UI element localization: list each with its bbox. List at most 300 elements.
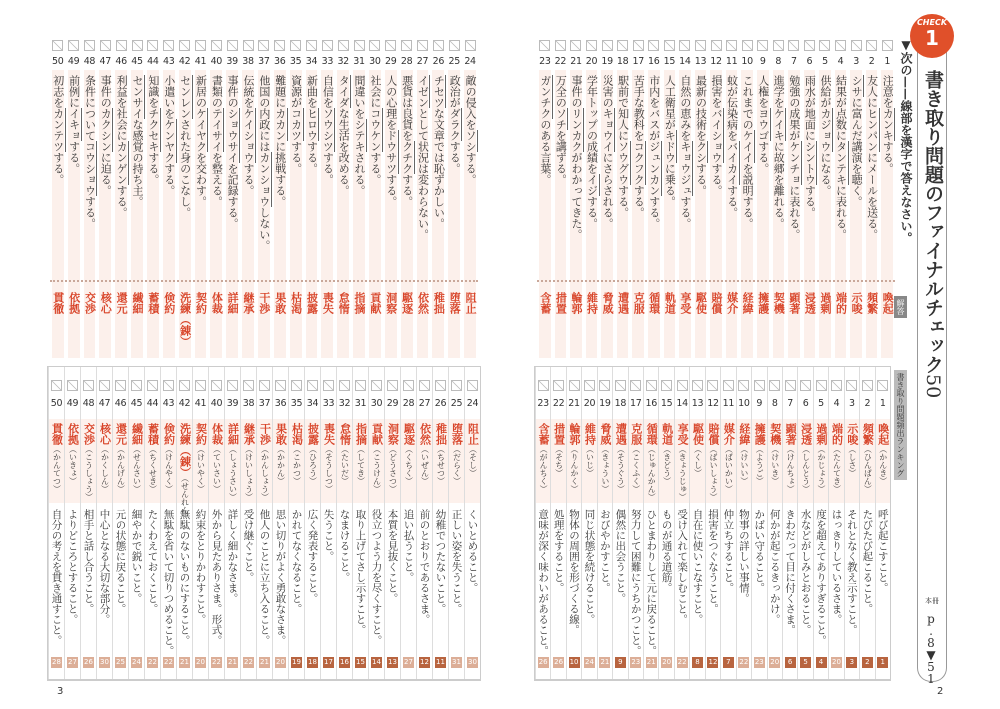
- answer-with-reading: [371, 423, 383, 493]
- answer-text: 披露: [305, 292, 319, 314]
- ranking-checkbox[interactable]: [339, 380, 350, 391]
- answer-reading: （そし）: [468, 445, 478, 477]
- table-row: [797, 367, 812, 679]
- question-pre: 万全の: [554, 75, 568, 108]
- question-text: [617, 75, 629, 218]
- question-text: [274, 75, 286, 207]
- table-row: [240, 367, 256, 679]
- ranking-checkbox[interactable]: [816, 380, 827, 391]
- question-text: [464, 75, 476, 185]
- ranking-checkbox[interactable]: [707, 380, 718, 391]
- answer-kanji: 賠償: [706, 423, 720, 445]
- ranking-checkbox[interactable]: [419, 380, 430, 391]
- question-checkbox[interactable]: [648, 40, 659, 51]
- meaning-text: 本質を見抜くこと。: [386, 509, 399, 604]
- question-column: [97, 30, 113, 358]
- question-pre: 知識を: [146, 75, 160, 108]
- question-number: 31: [353, 56, 365, 67]
- item-number: 2: [864, 398, 871, 409]
- table-row: [320, 367, 336, 679]
- ranking-checkbox[interactable]: [738, 380, 749, 391]
- question-post: する。: [242, 163, 256, 196]
- question-checkbox[interactable]: [338, 40, 349, 51]
- question-text: [52, 75, 64, 185]
- ranking-checkbox[interactable]: [877, 380, 888, 391]
- question-checkbox[interactable]: [290, 40, 301, 51]
- question-post: する。: [162, 163, 176, 196]
- answer-text: 依拠: [67, 292, 81, 314]
- item-number: 42: [178, 398, 191, 409]
- answer-text: 喪失: [321, 292, 335, 314]
- question-checkbox[interactable]: [163, 40, 174, 51]
- question-checkbox[interactable]: [195, 40, 206, 51]
- question-post: する。: [305, 141, 319, 174]
- question-pre: 社会に: [368, 75, 382, 108]
- table-row: [535, 367, 550, 679]
- question-checkbox[interactable]: [385, 40, 396, 51]
- ranking-checkbox[interactable]: [403, 380, 414, 391]
- rank-badge: 23: [754, 658, 764, 666]
- question-checkbox[interactable]: [804, 40, 815, 51]
- question-number: 2: [868, 56, 875, 67]
- table-row: [736, 367, 751, 679]
- question-checkbox[interactable]: [726, 40, 737, 51]
- meaning-text: 呼び起こすこと。: [876, 509, 889, 593]
- question-number: 26: [432, 56, 445, 67]
- answer-with-reading: [692, 423, 704, 477]
- table-row: [720, 367, 735, 679]
- ranking-checkbox[interactable]: [51, 380, 62, 391]
- question-text: [131, 75, 143, 207]
- question-checkbox[interactable]: [679, 40, 690, 51]
- answer-kanji: 端的: [830, 423, 844, 445]
- ranking-checkbox[interactable]: [147, 380, 158, 391]
- question-checkbox[interactable]: [132, 40, 143, 51]
- question-checkbox[interactable]: [211, 40, 222, 51]
- question-pre: 友人に: [865, 75, 879, 108]
- question-checkbox[interactable]: [539, 40, 550, 51]
- item-number: 45: [130, 398, 143, 409]
- question-number: 4: [837, 56, 844, 67]
- ranking-checkbox[interactable]: [569, 380, 580, 391]
- question-target: コウケン: [368, 108, 382, 152]
- question-checkbox[interactable]: [100, 40, 111, 51]
- question-number: 16: [648, 56, 660, 67]
- question-checkbox[interactable]: [84, 40, 95, 51]
- answer-kanji: 枯渇: [290, 423, 304, 445]
- question-post: のある言葉。: [538, 119, 552, 185]
- question-column: [848, 30, 864, 358]
- question-checkbox[interactable]: [617, 40, 628, 51]
- ranking-checkbox[interactable]: [754, 380, 765, 391]
- answer-text: 軌道: [663, 292, 677, 314]
- ranking-checkbox[interactable]: [646, 380, 657, 391]
- question-checkbox[interactable]: [866, 40, 877, 51]
- answer-text: 堕落: [448, 292, 462, 314]
- answer-kanji: 体裁: [210, 423, 224, 445]
- question-checkbox[interactable]: [711, 40, 722, 51]
- question-checkbox[interactable]: [227, 40, 238, 51]
- rank-badge: 4: [816, 657, 827, 668]
- answer-text: 倹約: [162, 292, 176, 314]
- question-text: [290, 75, 302, 174]
- question-checkbox[interactable]: [695, 40, 706, 51]
- question-target: ヒロウ: [305, 108, 319, 141]
- question-checkbox[interactable]: [274, 40, 285, 51]
- ranking-checkbox[interactable]: [615, 380, 626, 391]
- answer-text: 還元: [115, 292, 129, 314]
- answer-reading: （ちせつ）: [436, 445, 446, 485]
- answer-reading: （かんしょう）: [260, 445, 270, 501]
- item-number: 35: [290, 398, 303, 409]
- ranking-checkbox[interactable]: [785, 380, 796, 391]
- meaning-text: 仲立ちすること。: [722, 509, 735, 593]
- question-target: ドウサツ: [384, 130, 398, 174]
- answer-with-reading: [419, 423, 431, 485]
- question-target: カンキ: [881, 108, 895, 141]
- ranking-checkbox[interactable]: [677, 380, 688, 391]
- ranking-checkbox[interactable]: [846, 380, 857, 391]
- ranking-checkbox[interactable]: [227, 380, 238, 391]
- ranking-checkbox[interactable]: [769, 380, 780, 391]
- table-row: [288, 367, 304, 679]
- item-number: 21: [568, 398, 580, 409]
- ranking-checkbox[interactable]: [371, 380, 382, 391]
- answer-text: 継承: [242, 292, 256, 314]
- question-target: チセツ: [432, 75, 446, 108]
- question-checkbox[interactable]: [773, 40, 784, 51]
- question-checkbox[interactable]: [882, 40, 893, 51]
- item-number: 12: [707, 398, 719, 409]
- answer-kanji: 堕落: [450, 423, 464, 445]
- question-pre: 新居の: [194, 75, 208, 108]
- question-checkbox[interactable]: [465, 40, 476, 51]
- question-checkbox[interactable]: [354, 40, 365, 51]
- question-post: を交わす。: [194, 152, 208, 207]
- question-post: に迫る。: [99, 152, 113, 196]
- question-checkbox[interactable]: [757, 40, 768, 51]
- ranking-checkbox[interactable]: [661, 380, 672, 391]
- question-column: [462, 30, 478, 358]
- answer-reading: （かんてつ）: [52, 445, 62, 493]
- question-checkbox[interactable]: [633, 40, 644, 51]
- title-count: 50: [922, 374, 944, 399]
- answer-reading: （たんてき）: [832, 445, 842, 493]
- answer-reading: （こうけん）: [372, 445, 382, 493]
- question-checkbox[interactable]: [449, 40, 460, 51]
- ranking-checkbox[interactable]: [243, 380, 254, 391]
- item-number: 17: [630, 398, 642, 409]
- rank-badge: 21: [646, 658, 656, 666]
- rank-badge: 31: [452, 658, 461, 666]
- question-column: [304, 30, 320, 358]
- answer-reading: （くし）: [693, 445, 703, 477]
- question-text: [819, 75, 831, 196]
- ranking-checkbox[interactable]: [99, 380, 110, 391]
- rank-badge: 21: [180, 658, 189, 666]
- question-post: な感覚の持ち主。: [131, 119, 145, 207]
- answer-text: 繊細: [131, 292, 145, 314]
- question-checkbox[interactable]: [602, 40, 613, 51]
- question-column: [399, 30, 415, 358]
- item-number: 14: [676, 398, 688, 409]
- question-pre: 資源が: [289, 75, 303, 108]
- answer-text: 賠償: [710, 292, 724, 314]
- answer-text: 享受: [678, 292, 692, 314]
- question-number: 35: [289, 56, 302, 67]
- page-number: 2: [937, 686, 944, 697]
- rank-badge: 3: [846, 657, 857, 668]
- question-number: 42: [178, 56, 191, 67]
- question-text: [694, 75, 706, 196]
- rank-badge: 20: [832, 658, 841, 666]
- ranking-checkbox[interactable]: [692, 380, 703, 391]
- answer-reading: （ようご）: [755, 445, 765, 485]
- rank-badge: 21: [260, 658, 269, 666]
- answer-kanji: 蓄積: [146, 423, 160, 445]
- answer-reading: （きどう）: [662, 445, 672, 485]
- rank-badge: 2: [862, 657, 873, 668]
- answer-with-reading: [83, 423, 95, 501]
- rank-badge: 7: [723, 657, 734, 668]
- question-checkbox[interactable]: [116, 40, 127, 51]
- question-text: [194, 75, 206, 207]
- ranking-checkbox[interactable]: [723, 380, 734, 391]
- rank-badge: 20: [770, 658, 780, 666]
- question-pre: 前例に: [67, 75, 81, 108]
- question-pre: 書類の: [210, 75, 224, 108]
- answer-reading: （そうしつ）: [324, 445, 334, 493]
- question-checkbox[interactable]: [306, 40, 317, 51]
- ranking-checkbox[interactable]: [195, 380, 206, 391]
- question-checkbox[interactable]: [243, 40, 254, 51]
- question-checkbox[interactable]: [570, 40, 581, 51]
- question-number: 20: [585, 56, 598, 67]
- table-row: [612, 367, 627, 679]
- question-number: 11: [725, 56, 738, 67]
- question-column: [430, 30, 446, 358]
- ranking-checkbox[interactable]: [387, 380, 398, 391]
- ranking-checkbox[interactable]: [435, 380, 446, 391]
- question-checkbox[interactable]: [369, 40, 380, 51]
- question-checkbox[interactable]: [851, 40, 862, 51]
- question-number: 5: [822, 56, 828, 67]
- ranking-checkbox[interactable]: [323, 380, 334, 391]
- ranking-checkbox[interactable]: [553, 380, 564, 391]
- question-number: 23: [539, 56, 551, 67]
- question-number: 39: [226, 56, 238, 67]
- ranking-checkbox[interactable]: [584, 380, 595, 391]
- question-text: [416, 75, 428, 240]
- ranking-checkbox[interactable]: [163, 380, 174, 391]
- question-column: [786, 30, 802, 358]
- meaning-text: くいとめること。: [466, 509, 479, 593]
- rank-badge: 22: [244, 658, 253, 666]
- question-text: [448, 75, 460, 174]
- meaning-text: 損害をつぐなうこと。: [706, 509, 719, 614]
- answer-with-reading: [179, 423, 191, 522]
- answer-text: 契機: [772, 292, 786, 314]
- item-number: 33: [322, 398, 335, 409]
- question-pre: 蚊が伝染病を: [725, 75, 739, 141]
- table-row: [112, 367, 128, 679]
- answer-with-reading: [467, 423, 479, 477]
- answer-kanji: 倹約: [162, 423, 176, 445]
- ranking-checkbox[interactable]: [599, 380, 610, 391]
- answer-with-reading: [387, 423, 399, 493]
- table-row: [859, 367, 874, 679]
- question-checkbox[interactable]: [417, 40, 428, 51]
- question-post: に乗る。: [663, 163, 677, 207]
- question-pre: 悪貨は良貨を: [400, 75, 414, 141]
- ranking-checkbox[interactable]: [307, 380, 318, 391]
- question-checkbox[interactable]: [52, 40, 63, 51]
- question-column: [208, 30, 224, 358]
- question-target: バイカイ: [725, 141, 739, 185]
- table-row: [192, 367, 208, 679]
- question-post: を整える。: [210, 152, 224, 207]
- rank-badge: 21: [600, 658, 610, 666]
- meaning-text: 処理をすること。: [552, 509, 565, 593]
- question-number: 36: [274, 56, 286, 67]
- answer-with-reading: [738, 423, 750, 485]
- question-number: 18: [616, 56, 629, 67]
- question-text: [803, 75, 815, 218]
- question-column: [145, 30, 161, 358]
- question-text: [663, 75, 675, 207]
- meaning-text: かれてなくなること。: [290, 509, 303, 614]
- ranking-checkbox[interactable]: [115, 380, 126, 391]
- question-checkbox[interactable]: [555, 40, 566, 51]
- ranking-checkbox[interactable]: [211, 380, 222, 391]
- question-target: ソチ: [554, 108, 568, 130]
- question-text: [321, 75, 333, 185]
- question-number: 22: [554, 56, 567, 67]
- question-checkbox[interactable]: [788, 40, 799, 51]
- answer-kanji: 阻止: [466, 423, 480, 445]
- question-checkbox[interactable]: [322, 40, 333, 51]
- answer-kanji: 循環: [645, 423, 659, 445]
- question-pre: 雨水が地面に: [803, 75, 817, 141]
- answer-with-reading: [537, 423, 549, 493]
- question-checkbox[interactable]: [401, 40, 412, 51]
- question-pre: 伝統を: [242, 75, 256, 108]
- question-target: テイサイ: [210, 108, 224, 152]
- question-checkbox[interactable]: [179, 40, 190, 51]
- rank-badge: 13: [388, 658, 397, 666]
- answer-kanji: 駆使: [691, 423, 705, 445]
- question-column: [446, 30, 462, 358]
- answer-with-reading: [630, 423, 642, 493]
- answer-reading: （そち）: [554, 445, 564, 477]
- ranking-checkbox[interactable]: [831, 380, 842, 391]
- table-row: [658, 367, 673, 679]
- ranking-checkbox[interactable]: [630, 380, 641, 391]
- question-checkbox[interactable]: [433, 40, 444, 51]
- question-number: 30: [369, 56, 381, 67]
- question-checkbox[interactable]: [68, 40, 79, 51]
- answer-with-reading: [707, 423, 719, 501]
- rank-badge: 26: [84, 658, 93, 666]
- question-checkbox[interactable]: [835, 40, 846, 51]
- ranking-checkbox[interactable]: [538, 380, 549, 391]
- answer-with-reading: [115, 423, 127, 493]
- table-row: [384, 367, 400, 679]
- question-target: タンテキ: [834, 141, 848, 185]
- item-number: 36: [274, 398, 287, 409]
- answer-reading: （ていさい）: [212, 445, 222, 493]
- answer-reading: （ばいかい）: [724, 445, 734, 493]
- question-pre: 自信を: [321, 75, 335, 108]
- rank-badge: 22: [164, 658, 173, 666]
- answer-with-reading: [568, 423, 580, 493]
- question-post: する。: [647, 196, 661, 229]
- question-column: [193, 30, 209, 358]
- ranking-checkbox[interactable]: [67, 380, 78, 391]
- question-number: 19: [601, 56, 613, 67]
- question-column: [693, 30, 709, 358]
- question-text: [866, 75, 878, 240]
- question-number: 9: [759, 56, 766, 67]
- ranking-checkbox[interactable]: [451, 380, 462, 391]
- ranking-checkbox[interactable]: [355, 380, 366, 391]
- question-checkbox[interactable]: [258, 40, 269, 51]
- question-post: を記録する。: [226, 163, 240, 229]
- question-checkbox[interactable]: [586, 40, 597, 51]
- question-text: [401, 75, 413, 207]
- question-text: [850, 75, 862, 207]
- question-checkbox[interactable]: [147, 40, 158, 51]
- answer-reading: （かんげん）: [116, 445, 126, 493]
- question-checkbox[interactable]: [664, 40, 675, 51]
- answer-reading: （だらく）: [452, 445, 462, 485]
- answer-text: 維持: [585, 292, 599, 314]
- ranking-checkbox[interactable]: [131, 380, 142, 391]
- answer-kanji: 干渉: [258, 423, 272, 445]
- question-target: シントウ: [803, 141, 817, 185]
- meaning-text: 相手と話し合うこと。: [82, 509, 95, 614]
- answer-text: 交渉: [83, 292, 97, 314]
- ranking-checkbox[interactable]: [467, 380, 478, 391]
- ranking-checkbox[interactable]: [862, 380, 873, 391]
- question-column: [568, 30, 584, 358]
- question-text: [258, 75, 270, 251]
- question-target: クチク: [400, 141, 414, 174]
- question-column: [724, 30, 740, 358]
- question-checkbox[interactable]: [742, 40, 753, 51]
- meaning-text: 失うこと。: [322, 509, 335, 562]
- answer-with-reading: [784, 423, 796, 493]
- ranking-checkbox[interactable]: [83, 380, 94, 391]
- ranking-checkbox[interactable]: [179, 380, 190, 391]
- question-column: [879, 30, 895, 358]
- question-target: チクセキ: [146, 108, 160, 152]
- question-column: [537, 30, 553, 358]
- answer-text: 克服: [632, 292, 646, 314]
- answer-text: 依然: [416, 292, 430, 314]
- ranking-checkbox[interactable]: [800, 380, 811, 391]
- question-target: ケイキ: [772, 108, 786, 141]
- ranking-checkbox[interactable]: [275, 380, 286, 391]
- ranking-checkbox[interactable]: [291, 380, 302, 391]
- ranking-checkbox[interactable]: [259, 380, 270, 391]
- meaning-text: 偶然に出会うこと。: [614, 509, 627, 604]
- meaning-text: 追い払うこと。: [402, 509, 415, 583]
- question-target: カンテツ: [51, 108, 65, 152]
- table-row: [416, 367, 432, 679]
- question-target: ダラク: [448, 108, 462, 141]
- question-checkbox[interactable]: [819, 40, 830, 51]
